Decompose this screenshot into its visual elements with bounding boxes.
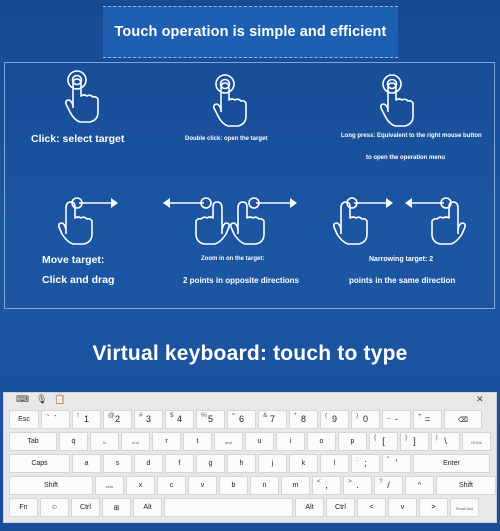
zoom-in-caption-2: 2 points in opposite directions	[183, 276, 300, 285]
key-label: Enter	[443, 460, 460, 467]
key[interactable]	[281, 476, 310, 495]
tap-hand-icon	[60, 68, 110, 128]
key-label: 8	[300, 414, 306, 424]
key-label: Alt	[143, 504, 152, 511]
key-label: Tab	[27, 438, 39, 445]
key-shift-label: @	[108, 412, 115, 419]
key-label: v	[400, 504, 405, 511]
long-press-caption-1: Long press: Equivalent to the right mouse button	[341, 133, 482, 139]
key-label: ⌫	[458, 417, 468, 424]
key[interactable]	[343, 476, 372, 495]
key-label: ^	[417, 482, 422, 489]
key-label: ]	[413, 436, 416, 446]
keyboard-toolbar	[4, 393, 496, 409]
key[interactable]	[214, 432, 243, 451]
key[interactable]	[71, 498, 100, 517]
key[interactable]	[102, 498, 131, 517]
banner-title: Touch operation is simple and efficient	[114, 24, 387, 40]
key[interactable]	[431, 432, 460, 451]
key-label: /	[387, 480, 390, 490]
key-label: j	[271, 460, 274, 467]
key[interactable]	[413, 454, 490, 473]
key[interactable]	[405, 476, 434, 495]
key[interactable]	[436, 476, 496, 495]
double-click-caption: Double click: open the target	[185, 136, 268, 142]
key-label: 7	[269, 414, 275, 424]
key-label: ⊞	[113, 505, 120, 512]
key-translated-label: end	[132, 440, 139, 445]
move-gesture	[55, 190, 125, 250]
key[interactable]	[103, 454, 132, 473]
microphone-icon[interactable]: 🎙	[36, 395, 48, 405]
key-label: Caps	[31, 460, 48, 467]
key[interactable]	[382, 454, 411, 473]
key-label: q	[71, 438, 76, 445]
key-label: ☺	[50, 504, 59, 511]
key-label: Esc	[18, 416, 30, 423]
key[interactable]	[307, 432, 336, 451]
key[interactable]	[219, 476, 248, 495]
key-label: m	[292, 482, 299, 489]
key-shift-label: |	[436, 434, 438, 441]
key-label: 1	[83, 414, 89, 424]
double-click-gesture	[208, 72, 258, 132]
key-shift-label: "	[387, 456, 390, 463]
key[interactable]	[188, 476, 217, 495]
key-shift-label: :	[356, 456, 358, 463]
key-label: a	[84, 460, 89, 467]
close-icon[interactable]: ✕	[476, 395, 484, 405]
key[interactable]	[165, 454, 194, 473]
narrow-gesture	[330, 190, 470, 250]
key-label: d	[146, 460, 151, 467]
narrow-caption-1: Narrowing target: 2	[369, 256, 434, 263]
key[interactable]	[413, 410, 442, 429]
key[interactable]	[133, 498, 162, 517]
key[interactable]	[40, 498, 69, 517]
key[interactable]	[59, 432, 88, 451]
key-label: Shift	[458, 482, 473, 489]
zoom-in-hands-icon	[160, 190, 300, 250]
key-shift-label: &	[263, 412, 268, 419]
key-label: s	[115, 460, 120, 467]
key-label: b	[231, 482, 236, 489]
key-shift-label: }	[405, 434, 408, 441]
key[interactable]	[41, 410, 70, 429]
key-label: -	[395, 414, 398, 424]
key-label: c	[169, 482, 174, 489]
key-label: p	[350, 438, 355, 445]
clipboard-icon[interactable]: 📋	[54, 395, 66, 405]
key-label: ;	[364, 458, 367, 468]
key[interactable]	[374, 476, 403, 495]
narrow-caption-2: points in the same direction	[349, 276, 456, 285]
key[interactable]	[164, 498, 293, 517]
key[interactable]	[357, 498, 386, 517]
key-shift-label: _	[387, 412, 391, 419]
key[interactable]	[9, 454, 70, 473]
key-label: .	[356, 480, 359, 490]
key-label: <	[369, 504, 374, 511]
key[interactable]	[258, 410, 287, 429]
key-label: k	[301, 460, 306, 467]
key-shift-label: )	[356, 412, 359, 419]
key[interactable]	[338, 432, 367, 451]
click-gesture	[60, 68, 110, 128]
key-label: g	[208, 460, 213, 467]
key[interactable]	[103, 410, 132, 429]
key-translated-label: zeta	[105, 484, 114, 489]
key-shift-label: ^	[232, 412, 236, 419]
key[interactable]	[9, 476, 93, 495]
key[interactable]	[95, 476, 124, 495]
keyboard-headline: Virtual keyboard: touch to type	[92, 342, 408, 365]
key-translated-label: and	[225, 440, 232, 445]
key-label: \	[444, 436, 447, 446]
key[interactable]	[72, 410, 101, 429]
key[interactable]	[152, 432, 181, 451]
key[interactable]	[72, 454, 101, 473]
key[interactable]	[320, 454, 349, 473]
key-label: 2	[114, 414, 120, 424]
key[interactable]	[9, 498, 38, 517]
key-label: u	[257, 438, 262, 445]
key[interactable]	[276, 432, 305, 451]
key[interactable]	[183, 432, 212, 451]
key-label: 3	[145, 414, 151, 424]
key-label: Ctrl	[335, 504, 346, 511]
key[interactable]	[121, 432, 150, 451]
key[interactable]	[450, 498, 479, 517]
key[interactable]	[400, 432, 429, 451]
key-translated-label: Small tool	[455, 506, 474, 511]
key-label: 6	[238, 414, 244, 424]
key-translated-label: Of the	[471, 440, 482, 445]
press-hold-hand-icon	[375, 72, 425, 132]
key[interactable]	[326, 498, 355, 517]
key[interactable]	[126, 476, 155, 495]
key-shift-label: <	[317, 478, 321, 485]
key-label: x	[138, 482, 143, 489]
key[interactable]	[258, 454, 287, 473]
key[interactable]	[369, 432, 398, 451]
key[interactable]	[320, 410, 349, 429]
key-label: h	[239, 460, 244, 467]
key-label: 0	[362, 414, 368, 424]
key-translated-label: fn	[102, 440, 107, 445]
move-caption-2: Click and drag	[42, 274, 115, 286]
key-label: o	[319, 438, 324, 445]
key[interactable]	[9, 410, 39, 429]
move-caption-1: Move target:	[42, 254, 105, 266]
key-label: [	[382, 436, 385, 446]
key[interactable]	[312, 476, 341, 495]
key-shift-label: %	[201, 412, 207, 419]
key[interactable]	[419, 498, 448, 517]
key-shift-label: (	[325, 412, 328, 419]
key[interactable]	[289, 454, 318, 473]
key-shift-label: $	[170, 412, 174, 419]
key-label: v	[200, 482, 205, 489]
key-label: '	[395, 458, 398, 468]
zoom-in-gesture	[160, 190, 300, 250]
key-label: 4	[176, 414, 182, 424]
key-shift-label: {	[374, 434, 377, 441]
key[interactable]	[388, 498, 417, 517]
key[interactable]	[462, 432, 491, 451]
key-label: t	[196, 438, 199, 445]
key-label: `	[54, 414, 57, 424]
key[interactable]	[351, 454, 380, 473]
key[interactable]	[245, 432, 274, 451]
virtual-keyboard	[3, 392, 497, 523]
drag-hand-icon	[55, 190, 125, 250]
key-label: Fn	[19, 504, 28, 511]
key-label: l	[333, 460, 336, 467]
key[interactable]	[227, 410, 256, 429]
key-label: >	[431, 504, 436, 511]
key-shift-label: >	[348, 478, 352, 485]
key[interactable]	[227, 454, 256, 473]
click-caption: Click: select target	[31, 133, 125, 145]
key-label: Ctrl	[80, 504, 91, 511]
key-shift-label: *	[294, 412, 297, 419]
key-label: f	[178, 460, 181, 467]
key[interactable]	[134, 410, 163, 429]
key-shift-label: #	[139, 412, 143, 419]
key[interactable]	[295, 498, 324, 517]
key-label: r	[165, 438, 168, 445]
key[interactable]	[196, 410, 225, 429]
key[interactable]	[90, 432, 119, 451]
key-label: 9	[331, 414, 337, 424]
key[interactable]	[289, 410, 318, 429]
key-shift-label: +	[418, 412, 422, 419]
key[interactable]	[351, 410, 380, 429]
key-label: Alt	[305, 504, 314, 511]
key-shift-label: !	[77, 412, 79, 419]
key-label: ,	[325, 480, 328, 490]
key[interactable]	[157, 476, 186, 495]
keyboard-settings-icon[interactable]: ⌨	[16, 395, 29, 405]
key[interactable]	[444, 410, 482, 429]
key-label: Shift	[43, 482, 58, 489]
key-label: 5	[207, 414, 213, 424]
key[interactable]	[165, 410, 194, 429]
key-shift-label: ~	[46, 412, 50, 419]
key[interactable]	[250, 476, 279, 495]
key-label: i	[289, 438, 292, 445]
key-label: =	[424, 414, 431, 424]
title-banner	[103, 6, 398, 58]
long-press-gesture	[375, 72, 425, 132]
key-label: n	[262, 482, 267, 489]
key-shift-label: ?	[379, 478, 383, 485]
key[interactable]	[134, 454, 163, 473]
key[interactable]	[382, 410, 411, 429]
zoom-in-caption-1: Zoom in on the target:	[201, 256, 265, 262]
double-tap-hand-icon	[208, 72, 258, 132]
key[interactable]	[196, 454, 225, 473]
long-press-caption-2: to open the operation menu	[366, 155, 445, 161]
pinch-hands-icon	[330, 190, 470, 250]
key[interactable]	[9, 432, 57, 451]
